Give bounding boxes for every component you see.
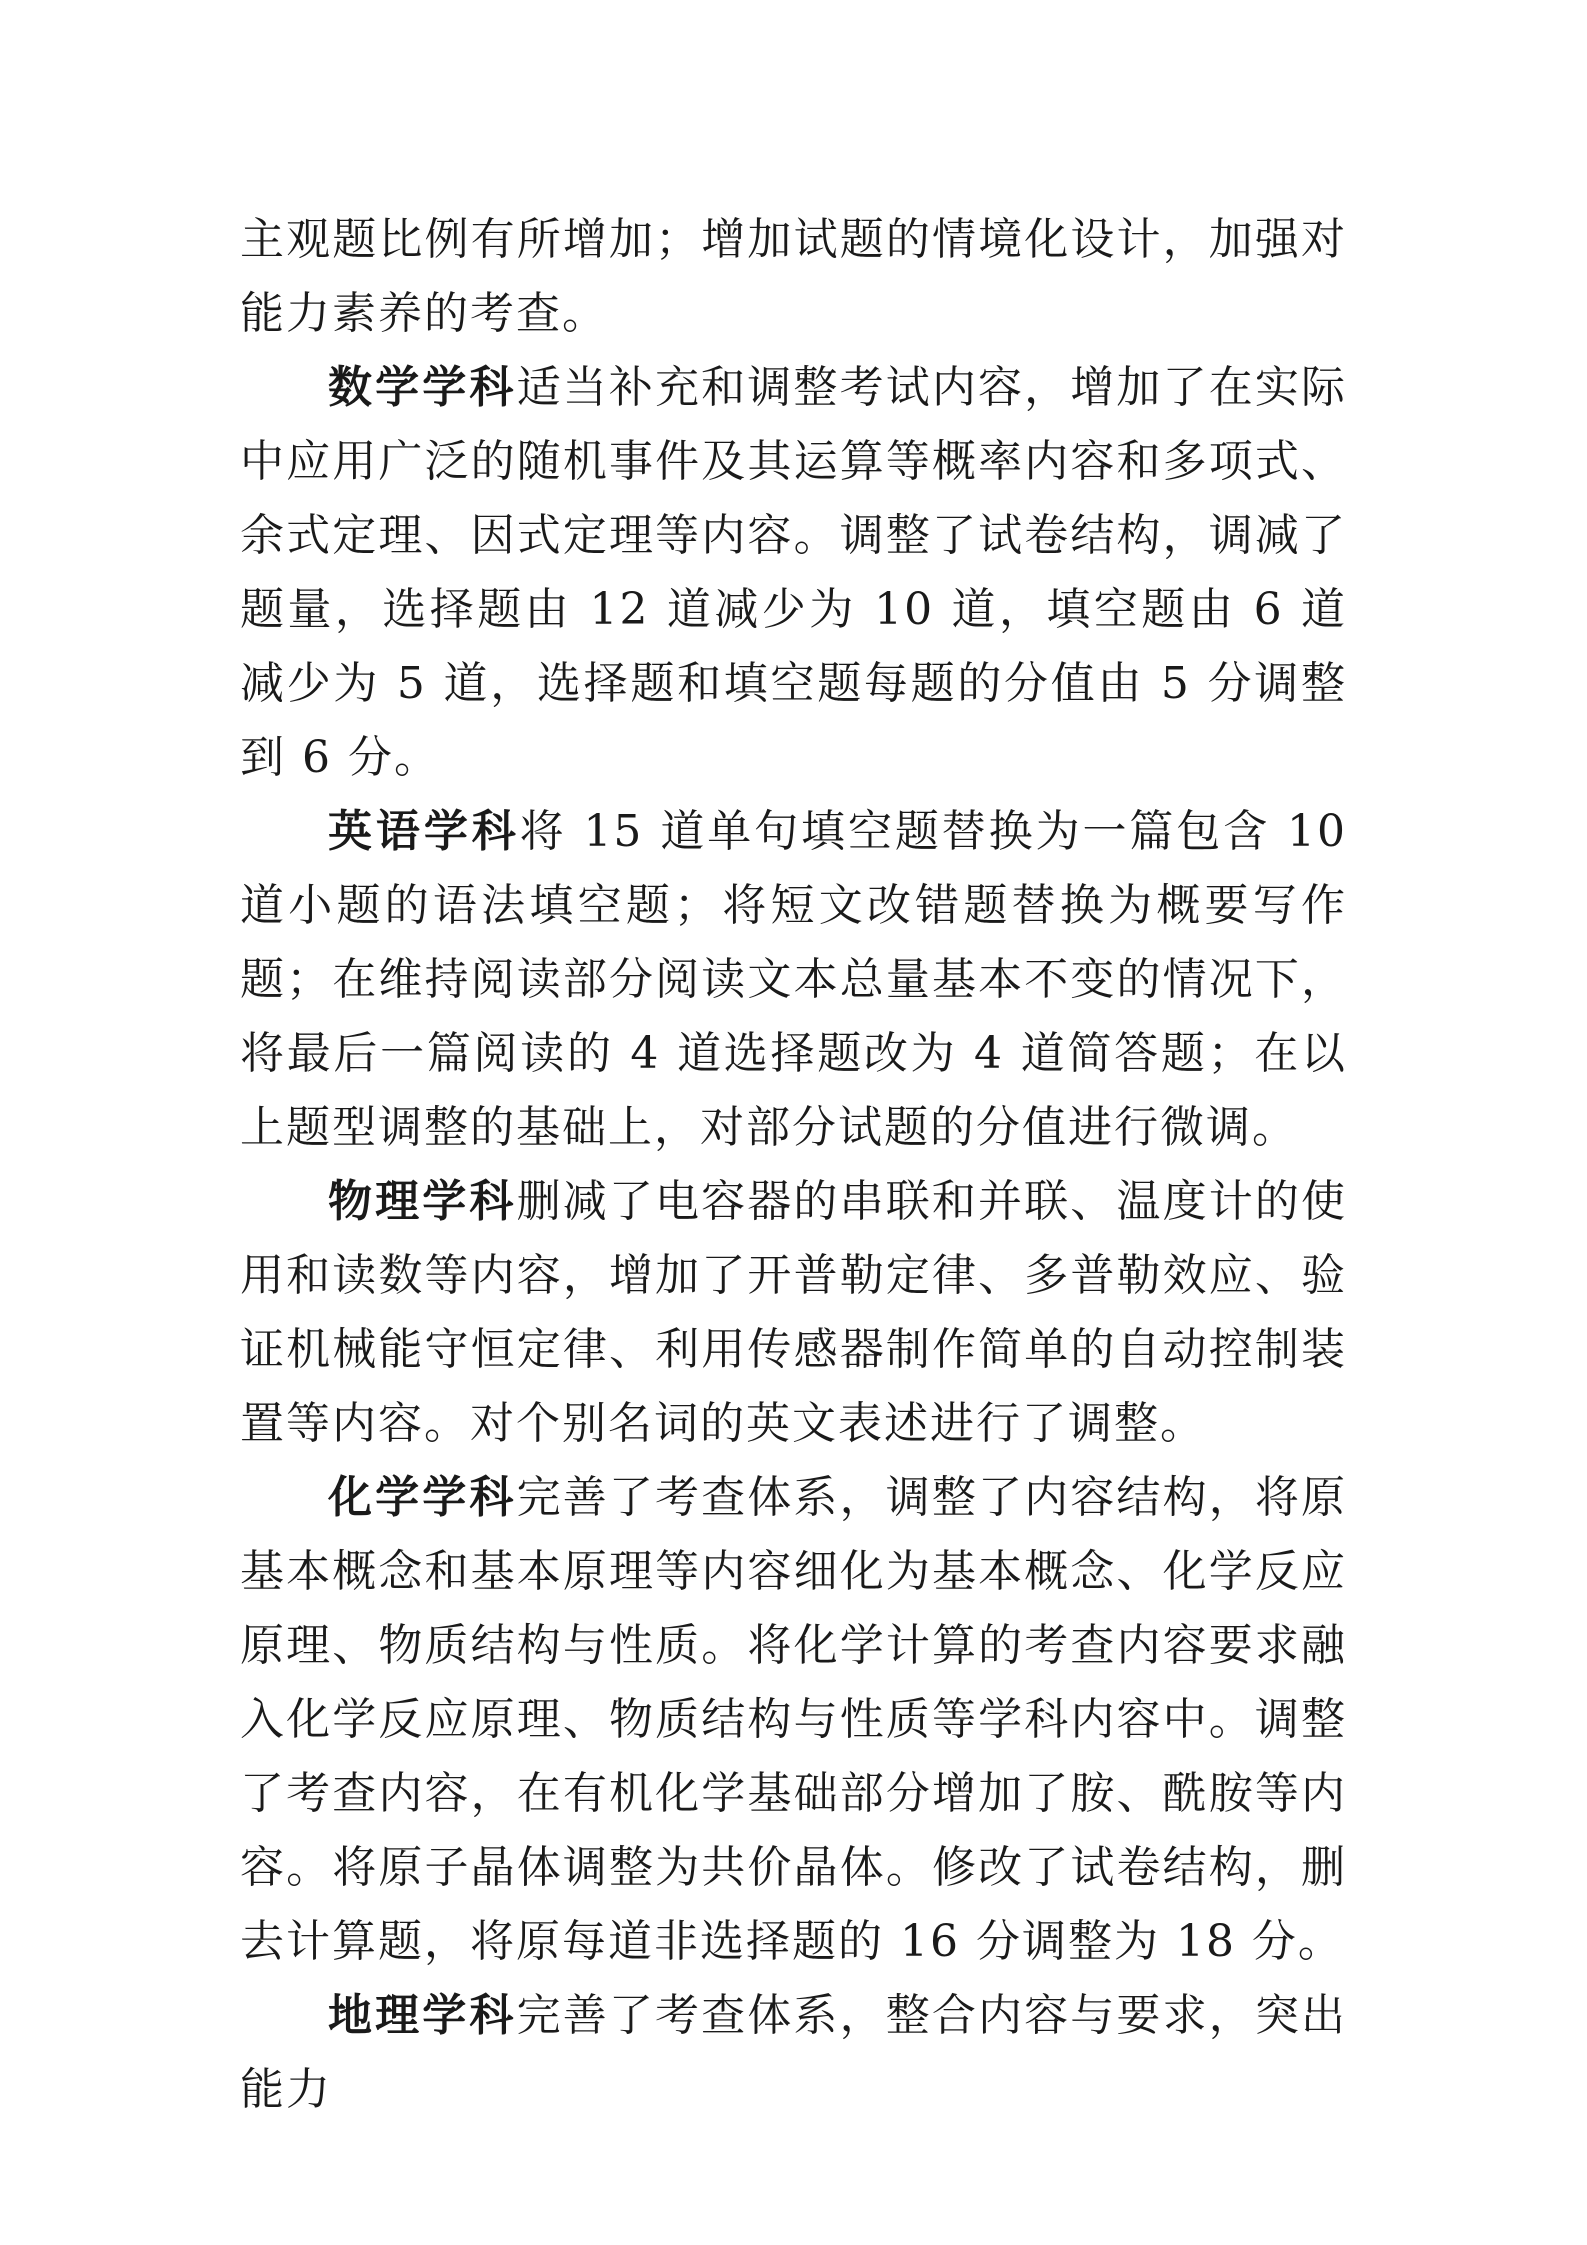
subject-heading-geography: 地理学科 [328, 1990, 517, 2041]
subject-heading-chemistry: 化学学科 [328, 1472, 517, 1523]
subject-heading-math: 数学学科 [328, 362, 517, 413]
paragraph-english [240, 795, 1347, 1165]
paragraph-chemistry [240, 1461, 1347, 1979]
paragraph-text: 完善了考查体系，调整了内容结构，将原基本概念和基本原理等内容细化为基本概念、化学反应原理、物质结构与性质。将化学计算的考查内容要求融入化学反应原理、物质结构与性质等学科内容中。调整了考查内容，在有机化学基础部分增加了胺、酰胺等内容。将原子晶体调整为共价晶体。修改了试卷结构，删去计算题，将原每道非选择题的 16 分调整为 18 分。 [240, 1472, 1348, 1967]
subject-heading-physics: 物理学科 [328, 1176, 517, 1227]
paragraph-math [240, 351, 1347, 795]
paragraph-text: 将 15 道单句填空题替换为一篇包含 10 道小题的语法填空题；将短文改错题替换为概要写作题；在维持阅读部分阅读文本总量基本不变的情况下，将最后一篇阅读的 4 道选择题改为 4 道简答题；在以上题型调整的基础上，对部分试题的分值进行微调。 [240, 806, 1348, 1153]
paragraph-text: 主观题比例有所增加；增加试题的情境化设计，加强对能力素养的考查。 [240, 214, 1347, 339]
paragraph-physics [240, 1165, 1347, 1461]
paragraph-continuation [240, 203, 1347, 351]
paragraph-text: 完善了考查体系，整合内容与要求，突出能力 [240, 1990, 1348, 2115]
paragraph-geography [240, 1979, 1347, 2127]
subject-heading-english: 英语学科 [328, 806, 520, 857]
paragraph-text: 删减了电容器的串联和并联、温度计的使用和读数等内容，增加了开普勒定律、多普勒效应、验证机械能守恒定律、利用传感器制作简单的自动控制装置等内容。对个别名词的英文表述进行了调整。 [240, 1176, 1348, 1449]
body-text [240, 203, 1347, 2127]
paragraph-text: 适当补充和调整考试内容，增加了在实际中应用广泛的随机事件及其运算等概率内容和多项式、余式定理、因式定理等内容。调整了试卷结构，调减了题量，选择题由 12 道减少为 10 道，填空题由 6 道减少为 5 道，选择题和填空题每题的分值由 5 分调整到 6 分。 [240, 362, 1348, 783]
